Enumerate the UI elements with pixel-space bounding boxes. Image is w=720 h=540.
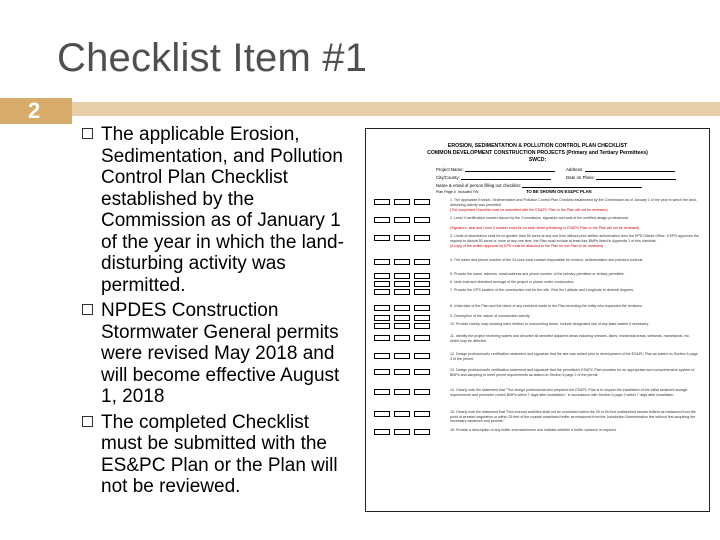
doc-extra-box <box>414 315 430 321</box>
doc-extra-box <box>414 281 430 287</box>
doc-row-text: 4. The name and phone number of the 24-hour local contact responsible for erosion, sedimentation and pollution controls. <box>450 258 644 262</box>
doc-col-included: Included Y/N <box>458 190 479 194</box>
checklist-document-image <box>365 128 710 512</box>
doc-included-box <box>394 323 410 329</box>
square-bullet-icon <box>82 416 93 427</box>
bullet-text: The applicable Erosion, Sedimentation, and Pollution Control Plan Checklist established by the Commission as of January 1 of the year in which the land-disturbing activity was permitted. <box>101 124 344 296</box>
doc-row-text: 12. Design professional's certification statement and signature that the site was visited prior to development of the ES&PC Plan as stated on Section 5 page 3 of the permit. <box>450 352 698 361</box>
doc-included-box <box>394 369 410 375</box>
doc-plan-page-box <box>374 273 390 279</box>
doc-checklist-row <box>374 429 704 445</box>
doc-row-text: 14. Clearly note the statement that "The design professional who prepared the ES&PC Plan is to inspect the installation of the initial sediment storage requirements and perimeter control BMPs within 7 days after installation." in accordance with Section 5 page 2 within 7 days after installation. <box>450 388 688 397</box>
doc-heading: EROSION, SEDIMENTATION & POLLUTION CONTROL PLAN CHECKLIST <box>447 143 628 149</box>
doc-checklist-row <box>374 217 704 233</box>
doc-extra-box <box>414 389 430 395</box>
doc-included-box <box>394 273 410 279</box>
square-bullet-icon <box>82 304 93 315</box>
doc-row-text: 11. Identify the project receiving waters and describe all sensitive adjacent areas including streams, lakes, residential areas, wetlands, marshlands, etc. which may be affected. <box>450 334 691 343</box>
doc-plan-page-box <box>374 235 390 241</box>
doc-plan-page-box <box>374 335 390 341</box>
doc-row-text: 15. Clearly note the statement that "Non-exempt activities shall not be conducted within the 25 or 50-foot undisturbed stream buffers as measured from the point of wrested vegetation or within 25 feet of the coastal marshland buffer as measured from the Jurisdiction Determination line without first acquiring the necessary variances and permits." <box>450 410 696 424</box>
doc-plan-page-box <box>374 369 390 375</box>
doc-included-box <box>394 353 410 359</box>
doc-field-address: Address: <box>566 167 675 172</box>
slide-title: Checklist Item #1 <box>57 36 368 80</box>
doc-extra-box <box>414 429 430 435</box>
doc-checklist-row <box>374 289 704 305</box>
doc-row-text: 1. The applicable Erosion, Sedimentation and Pollution Control Plan Checklist established by the Commission as of January 1 of the year in which the land-disturbing activity was permitted. <box>450 198 697 207</box>
doc-section-title: TO BE SHOWN ON ES&PC PLAN <box>526 189 592 194</box>
doc-checklist-row <box>374 335 704 351</box>
bullet-item <box>78 300 350 408</box>
doc-included-box <box>394 259 410 265</box>
doc-field-city-county: City/County: <box>436 175 551 180</box>
doc-plan-page-box <box>374 289 390 295</box>
doc-checklist-row <box>374 199 704 215</box>
doc-extra-box <box>414 411 430 417</box>
doc-extra-box <box>414 199 430 205</box>
doc-row-note: (The completed Checklist must be submitted with the ES&PC Plan or the Plan will not be reviewed) <box>450 208 608 212</box>
doc-included-box <box>394 305 410 311</box>
doc-row-text: 8. Initial date of the Plan and the dates of any revisions made to the Plan including the entity who requested the revisions. <box>450 304 643 308</box>
doc-included-box <box>394 429 410 435</box>
doc-checklist-row <box>374 235 704 251</box>
slide-number: 2 <box>0 98 72 124</box>
doc-extra-box <box>414 353 430 359</box>
doc-plan-page-box <box>374 305 390 311</box>
rule-band <box>72 102 720 116</box>
doc-extra-box <box>414 369 430 375</box>
doc-row-text: 3. Limits of disturbance shall be no greater than 50 acres at any one time without prior written authorization from the EPD District Office. If EPD approves the request to disturb 50 acres or more at any one time, the Plan must include at least four BMPs listed in Appendix 1 of this checklist. <box>450 234 699 243</box>
doc-row-text: 7. Provide the GPS location of the construction exit for the site. Give the Latitude and Longitude in decimal degrees. <box>450 288 634 292</box>
doc-checklist-row <box>374 369 704 385</box>
doc-included-box <box>394 281 410 287</box>
doc-plan-page-box <box>374 353 390 359</box>
bullet-item <box>78 124 350 296</box>
bullet-list <box>78 124 350 498</box>
doc-included-box <box>394 315 410 321</box>
doc-row-text: 9. Description of the nature of construction activity. <box>450 314 531 318</box>
doc-checklist-row <box>374 353 704 369</box>
doc-plan-page-box <box>374 429 390 435</box>
doc-included-box <box>394 335 410 341</box>
doc-included-box <box>394 289 410 295</box>
doc-plan-page-box <box>374 323 390 329</box>
square-bullet-icon <box>82 128 93 139</box>
doc-row-text: 5. Provide the name, address, email address and phone number of the primary permittee or tertiary permittee. <box>450 272 625 276</box>
doc-row-note-wrap <box>450 226 700 231</box>
doc-row-text: 13. Design professional's certification statement and signature that the permittee's ES&PC Plan provides for an appropriate and comprehensive system of BMPs and sampling to meet permit requirements as stated on Section 5 page 2 of the permit. <box>450 368 695 377</box>
title-rule <box>0 98 720 120</box>
doc-extra-box <box>414 289 430 295</box>
doc-plan-page-box <box>374 411 390 417</box>
doc-included-box <box>394 411 410 417</box>
doc-plan-page-box <box>374 199 390 205</box>
doc-plan-page-box <box>374 389 390 395</box>
doc-extra-box <box>414 273 430 279</box>
doc-row-text: 2. Level II certification number issued by the Commission, signature and seal of the certified design professional. <box>450 216 629 220</box>
bullet-item <box>78 412 350 498</box>
doc-included-box <box>394 199 410 205</box>
doc-extra-box <box>414 305 430 311</box>
doc-checklist-row <box>374 411 704 427</box>
doc-subheading: COMMON DEVELOPMENT CONSTRUCTION PROJECTS (Primary and Tertiary Permittees) <box>427 150 648 156</box>
doc-plan-page-box <box>374 281 390 287</box>
doc-extra-box <box>414 217 430 223</box>
doc-extra-box <box>414 259 430 265</box>
doc-extra-box <box>414 335 430 341</box>
doc-row-note: (Signature, seal and Level II number must be on each sheet pertaining to ES&PC Plan or the Plan will not be reviewed) <box>450 226 640 230</box>
doc-field-name-email: Name & email of person filling out checklist: <box>436 183 642 188</box>
doc-extra-box <box>414 323 430 329</box>
doc-included-box <box>394 389 410 395</box>
doc-row-note-wrap <box>450 244 700 249</box>
doc-plan-page-box <box>374 259 390 265</box>
doc-row-text: 16. Provide a description of any buffer encroachments and indicate whether a buffer variance is required. <box>450 428 617 432</box>
doc-col-plan-page: Plan Page # <box>436 190 456 194</box>
doc-checklist-row <box>374 389 704 405</box>
doc-row-note-wrap <box>450 208 700 213</box>
doc-extra-box <box>414 235 430 241</box>
doc-included-box <box>394 217 410 223</box>
doc-plan-page-box <box>374 315 390 321</box>
doc-row-text: 6. Note total and disturbed acreage of the project or phase under construction. <box>450 280 575 284</box>
doc-included-box <box>394 235 410 241</box>
doc-row-note: (A copy of the written approval by EPD must be attached to the Plan for the Plan to be reviewed) <box>450 244 604 248</box>
doc-field-date-on-plans: Date on Plans: <box>566 175 676 180</box>
doc-plan-page-box <box>374 217 390 223</box>
doc-field-project-name: Project Name: <box>436 167 555 172</box>
bullet-text: NPDES Construction Stormwater General permits were revised May 2018 and will become effective August 1, 2018 <box>101 300 340 407</box>
doc-row-text: 10. Provide vicinity map showing site's relation to surrounding areas. Include designated use of any state waters if necessary. <box>450 322 649 326</box>
bullet-text: The completed Checklist must be submitted with the ES&PC Plan or the Plan will not be reviewed. <box>101 411 338 497</box>
doc-swcd: SWCD: <box>528 157 547 163</box>
